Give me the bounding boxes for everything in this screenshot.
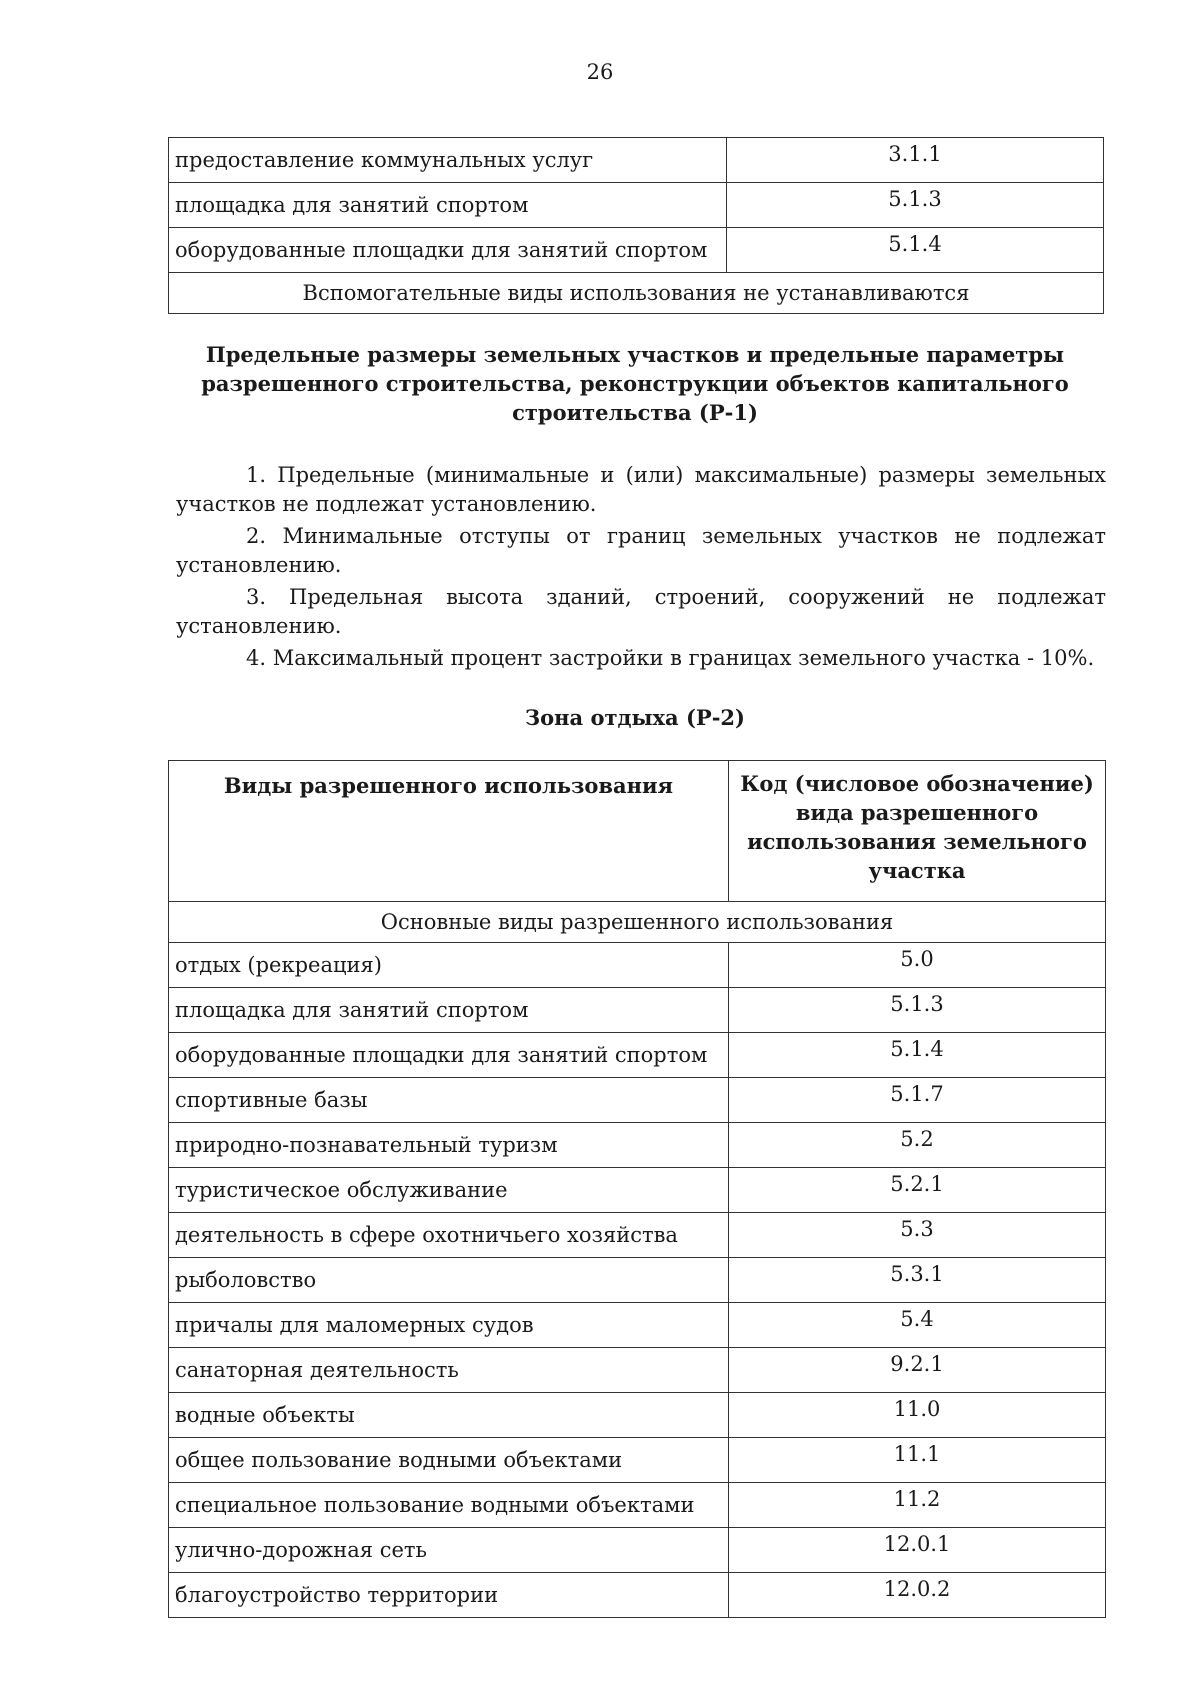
table-row	[169, 1213, 1106, 1258]
section-title-r1-line1: Предельные размеры земельных участков и предельные параметры	[205, 342, 1065, 367]
use-name: причалы для маломерных судов	[169, 1303, 729, 1348]
use-name: площадка для занятий спортом	[169, 988, 729, 1033]
use-name: спортивные базы	[169, 1078, 729, 1123]
column-header-code: Код (числовое обозначение) вида разрешенного использования земельного участка	[729, 761, 1106, 902]
auxiliary-uses-note: Вспомогательные виды использования не устанавливаются	[169, 273, 1104, 314]
use-code: 12.0.2	[729, 1573, 1106, 1618]
table-row	[169, 988, 1106, 1033]
use-code: 5.2	[729, 1123, 1106, 1168]
use-name: предоставление коммунальных услуг	[169, 138, 727, 183]
use-code: 5.3.1	[729, 1258, 1106, 1303]
use-name: оборудованные площадки для занятий спортом	[169, 1033, 729, 1078]
table-row	[169, 1393, 1106, 1438]
table-header-row	[169, 761, 1106, 902]
use-code: 11.0	[729, 1393, 1106, 1438]
table-row	[169, 1438, 1106, 1483]
table-row	[169, 228, 1104, 273]
table-row	[169, 1078, 1106, 1123]
use-name: деятельность в сфере охотничьего хозяйства	[169, 1213, 729, 1258]
main-uses-subheader: Основные виды разрешенного использования	[169, 902, 1106, 943]
use-name: улично-дорожная сеть	[169, 1528, 729, 1573]
table-row	[169, 138, 1104, 183]
use-name: санаторная деятельность	[169, 1348, 729, 1393]
use-name: специальное пользование водными объектами	[169, 1483, 729, 1528]
use-code: 5.2.1	[729, 1168, 1106, 1213]
section-title-r1-line2: разрешенного строительства, реконструкции объектов капитального	[201, 371, 1069, 396]
table-row	[169, 183, 1104, 228]
paragraph-3: 3. Предельная высота зданий, строений, сооружений не подлежат установлению.	[176, 585, 1106, 638]
paragraph-4: 4. Максимальный процент застройки в границах земельного участка - 10%.	[246, 646, 1095, 670]
table-row	[169, 1348, 1106, 1393]
table-row	[169, 1483, 1106, 1528]
use-name: отдых (рекреация)	[169, 943, 729, 988]
section-title-r2: Зона отдыха (Р-2)	[525, 705, 745, 730]
use-code: 12.0.1	[729, 1528, 1106, 1573]
use-code: 9.2.1	[729, 1348, 1106, 1393]
table-row	[169, 1123, 1106, 1168]
paragraph-2: 2. Минимальные отступы от границ земельных участков не подлежат установлению.	[176, 524, 1106, 577]
table-row	[169, 1258, 1106, 1303]
use-code: 5.1.4	[727, 228, 1104, 273]
table-subheader-row	[169, 902, 1106, 943]
use-name: туристическое обслуживание	[169, 1168, 729, 1213]
section-title-r1-line3: строительства (Р-1)	[512, 400, 758, 425]
use-code: 5.1.3	[727, 183, 1104, 228]
use-name: природно-познавательный туризм	[169, 1123, 729, 1168]
paragraph-1: 1. Предельные (минимальные и (или) максимальные) размеры земельных участков не подлежат установлению.	[176, 463, 1106, 516]
table-row	[169, 1573, 1106, 1618]
table-row	[169, 1168, 1106, 1213]
use-name: площадка для занятий спортом	[169, 183, 727, 228]
section-title-r1	[170, 340, 1100, 427]
use-code: 3.1.1	[727, 138, 1104, 183]
permitted-uses-table-continued	[168, 137, 1104, 314]
use-code: 5.1.7	[729, 1078, 1106, 1123]
table-row	[169, 1528, 1106, 1573]
page-number: 26	[586, 60, 614, 84]
table-row	[169, 273, 1104, 314]
table-row	[169, 1303, 1106, 1348]
use-code: 5.3	[729, 1213, 1106, 1258]
use-code: 5.1.3	[729, 988, 1106, 1033]
recreation-zone-table	[168, 760, 1106, 1618]
use-name: рыболовство	[169, 1258, 729, 1303]
use-code: 5.1.4	[729, 1033, 1106, 1078]
table-row	[169, 1033, 1106, 1078]
column-header-uses: Виды разрешенного использования	[169, 761, 729, 902]
use-name: общее пользование водными объектами	[169, 1438, 729, 1483]
use-code: 5.4	[729, 1303, 1106, 1348]
table-row	[169, 943, 1106, 988]
use-code: 11.1	[729, 1438, 1106, 1483]
use-code: 5.0	[729, 943, 1106, 988]
use-code: 11.2	[729, 1483, 1106, 1528]
use-name: водные объекты	[169, 1393, 729, 1438]
use-name: оборудованные площадки для занятий спортом	[169, 228, 727, 273]
use-name: благоустройство территории	[169, 1573, 729, 1618]
